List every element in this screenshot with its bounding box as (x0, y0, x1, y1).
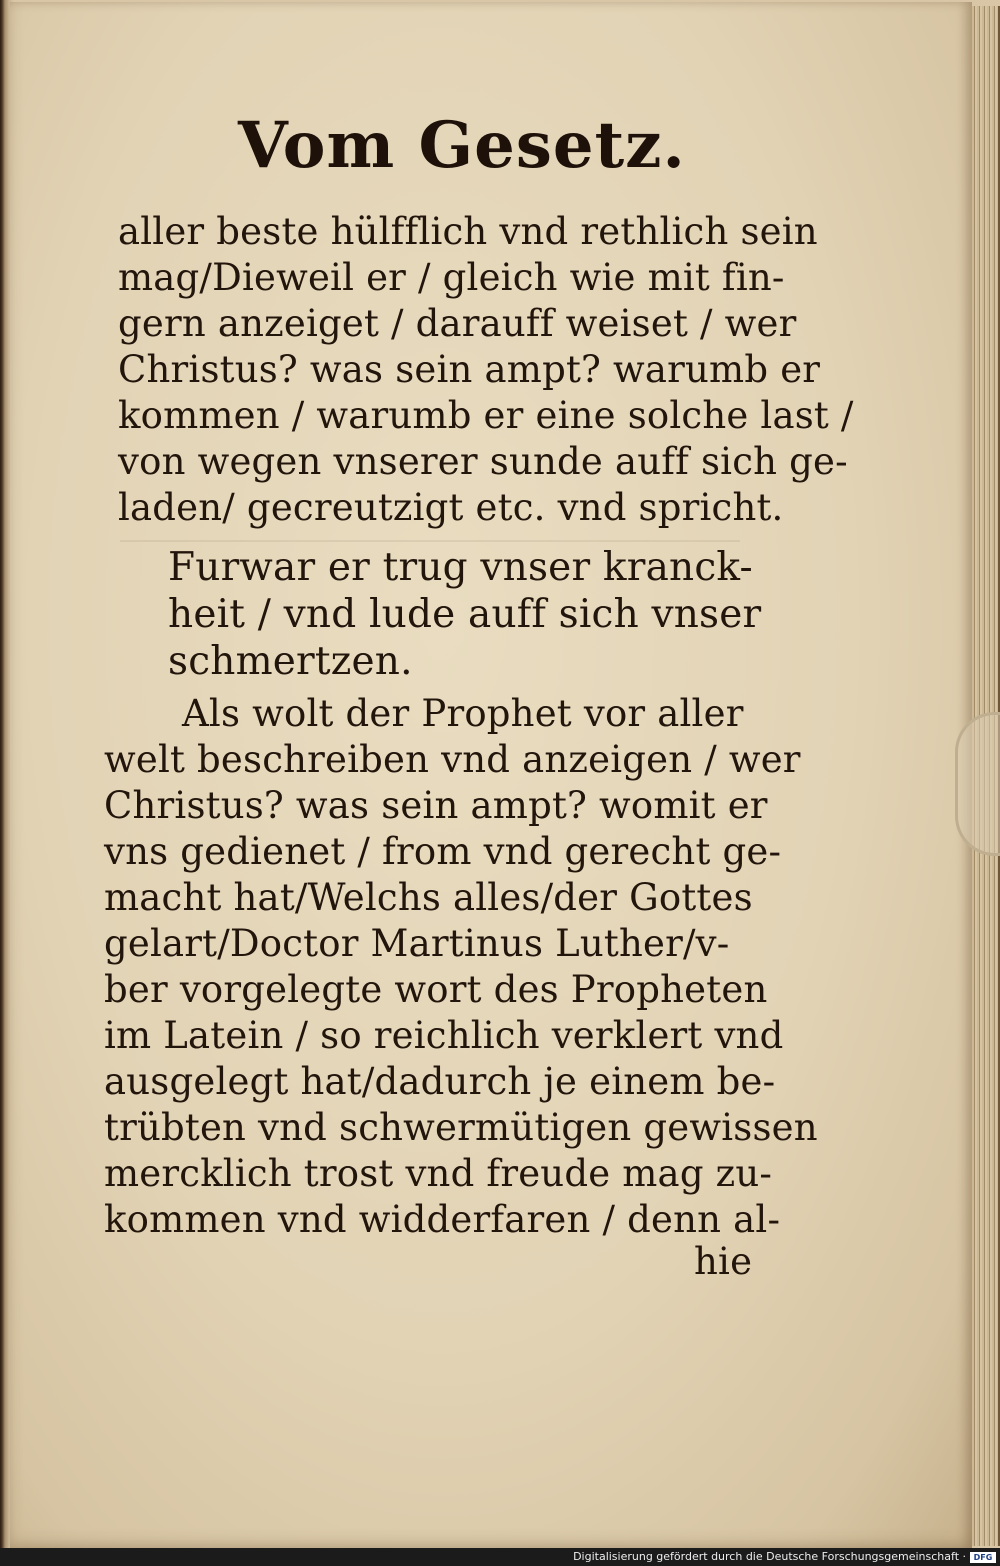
text-line: macht hat/Welchs alles/der Gottes (104, 876, 753, 919)
text-line: gern anzeiget / darauff weiset / wer (118, 302, 797, 345)
text-line: mercklich trost vnd freude mag zu- (104, 1152, 773, 1195)
catchword: hie (694, 1240, 753, 1283)
quote-line: heit / vnd lude auff sich vnser (168, 592, 762, 637)
text-line: mag/Dieweil er / gleich wie mit fin- (118, 256, 785, 299)
running-head: Vom Gesetz. (238, 108, 686, 183)
text-line: Christus? was sein ampt? womit er (104, 784, 768, 827)
quote-line: Furwar er trug vnser kranck- (168, 545, 753, 590)
text-line: Christus? was sein ampt? warumb er (118, 348, 821, 391)
text-line: kommen vnd widderfaren / denn al- (104, 1198, 781, 1241)
text-line: aller beste hülfflich vnd rethlich sein (118, 210, 818, 253)
text-line: Als wolt der Prophet vor aller (182, 692, 744, 735)
text-line: von wegen vnserer sunde auff sich ge- (118, 440, 848, 483)
text-line: laden/ gecreutzigt etc. vnd spricht. (118, 486, 784, 529)
digitization-footer (0, 1548, 1000, 1566)
page-clasp-tab (955, 712, 1000, 856)
text-line: welt beschreiben vnd anzeigen / wer (104, 738, 801, 781)
text-line: trübten vnd schwermütigen gewissen (104, 1106, 818, 1149)
funding-credit: Digitalisierung gefördert durch die Deutsche Forschungsgemeinschaft · (573, 1550, 966, 1563)
quote-line: schmertzen. (168, 639, 413, 684)
text-line: ausgelegt hat/dadurch je einem be- (104, 1060, 776, 1103)
text-line: ber vorgelegte wort des Propheten (104, 968, 768, 1011)
text-line: gelart/Doctor Martinus Luther/v- (104, 922, 730, 965)
text-line: kommen / warumb er eine solche last / (118, 394, 854, 437)
text-line: im Latein / so reichlich verklert vnd (104, 1014, 784, 1057)
text-line: vns gedienet / from vnd gerecht ge- (104, 830, 782, 873)
dfg-logo: DFG (970, 1552, 996, 1563)
